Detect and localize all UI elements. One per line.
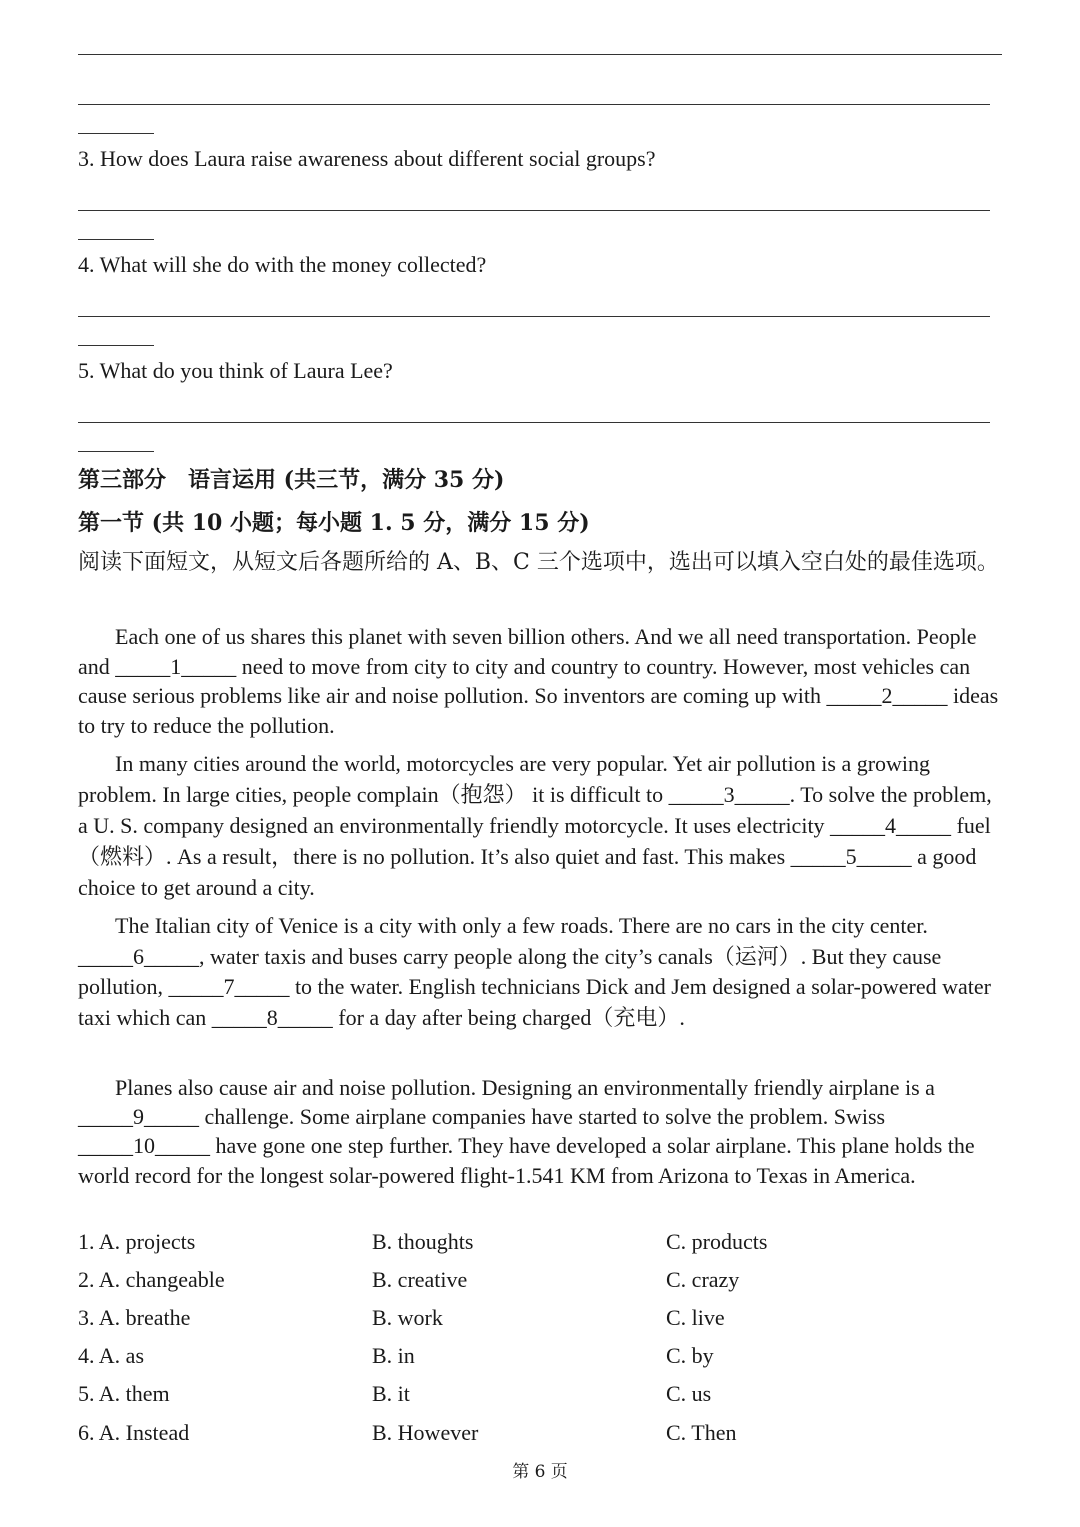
page-number: 第 6 页	[512, 1462, 568, 1482]
option-a: 6. A. Instead	[78, 1420, 190, 1445]
answer-line	[78, 422, 990, 423]
option-b: B. creative	[372, 1267, 468, 1292]
option-a: 1. A. projects	[78, 1229, 196, 1254]
passage-paragraph: Planes also cause air and noise pollution. Designing an environmentally friendly airplane is a _____9_____ challenge. Some airplane companies have started to solve the problem. Swiss _____10_____ have gone one step further. They have developed a solar airplane. This plane holds the world record for the longest solar-powered flight-1.541 KM from Arizona to Texas in America.	[78, 1075, 975, 1188]
option-c: C. by	[666, 1343, 714, 1368]
question-3: 3. How does Laura raise awareness about different social groups?	[78, 146, 656, 171]
instruction: 阅读下面短文，从短文后各题所给的 A、B、C 三个选项中，选出可以填入空白处的最佳选项。	[78, 550, 999, 575]
option-b: B. thoughts	[372, 1229, 474, 1254]
option-a: 5. A. them	[78, 1381, 170, 1406]
passage-paragraph: In many cities around the world, motorcycles are very popular. Yet air pollution is a growing problem. In large cities, people complain（抱怨） it is difficult to _____3_____. To solve the problem, a U. S. company designed an environmentally friendly motorcycle. It uses electricity _____4_____ fuel（燃料）. As a result，there is no pollution. It’s also quiet and fast. This makes _____5_____ a good choice to get around a city.	[78, 751, 992, 900]
answer-line-end	[78, 345, 154, 346]
option-c: C. us	[666, 1381, 712, 1406]
option-b: B. it	[372, 1381, 410, 1406]
option-b: B. in	[372, 1343, 415, 1368]
option-a: 4. A. as	[78, 1343, 144, 1368]
passage-paragraph: The Italian city of Venice is a city with only a few roads. There are no cars in the city center. _____6_____, water taxis and buses carry people along the city’s canals（运河）. But they cause pollution, _____7_____ to the water. English technicians Dick and Jem designed a solar-powered water taxi which can _____8_____ for a day after being charged（充电）.	[78, 913, 991, 1030]
answer-line-end	[78, 451, 154, 452]
answer-line-end	[78, 133, 154, 134]
passage-paragraph: Each one of us shares this planet with seven billion others. And we all need transportation. People and _____1_____ need to move from city to city and country to country. However, most vehicles can cause serious problems like air and noise pollution. So inventors are coming up with _____2_____ ideas to try to reduce the pollution.	[78, 624, 999, 738]
option-b: B. work	[372, 1305, 443, 1330]
answer-line	[78, 210, 990, 211]
answer-line	[78, 316, 990, 317]
option-c: C. live	[666, 1305, 725, 1330]
part-title: 第三部分 语言运用 (共三节，满分 35 分)	[78, 467, 505, 493]
question-4: 4. What will she do with the money collected?	[78, 252, 487, 277]
answer-line-end	[78, 239, 154, 240]
option-c: C. products	[666, 1229, 768, 1254]
question-5: 5. What do you think of Laura Lee?	[78, 358, 393, 383]
option-a: 2. A. changeable	[78, 1267, 225, 1292]
option-c: C. Then	[666, 1420, 737, 1445]
answer-line	[78, 54, 1002, 55]
option-b: B. However	[372, 1420, 479, 1445]
option-c: C. crazy	[666, 1267, 740, 1292]
subsection-title: 第一节 (共 10 小题；每小题 1. 5 分，满分 15 分)	[78, 510, 590, 536]
option-a: 3. A. breathe	[78, 1305, 191, 1330]
answer-line	[78, 104, 990, 105]
